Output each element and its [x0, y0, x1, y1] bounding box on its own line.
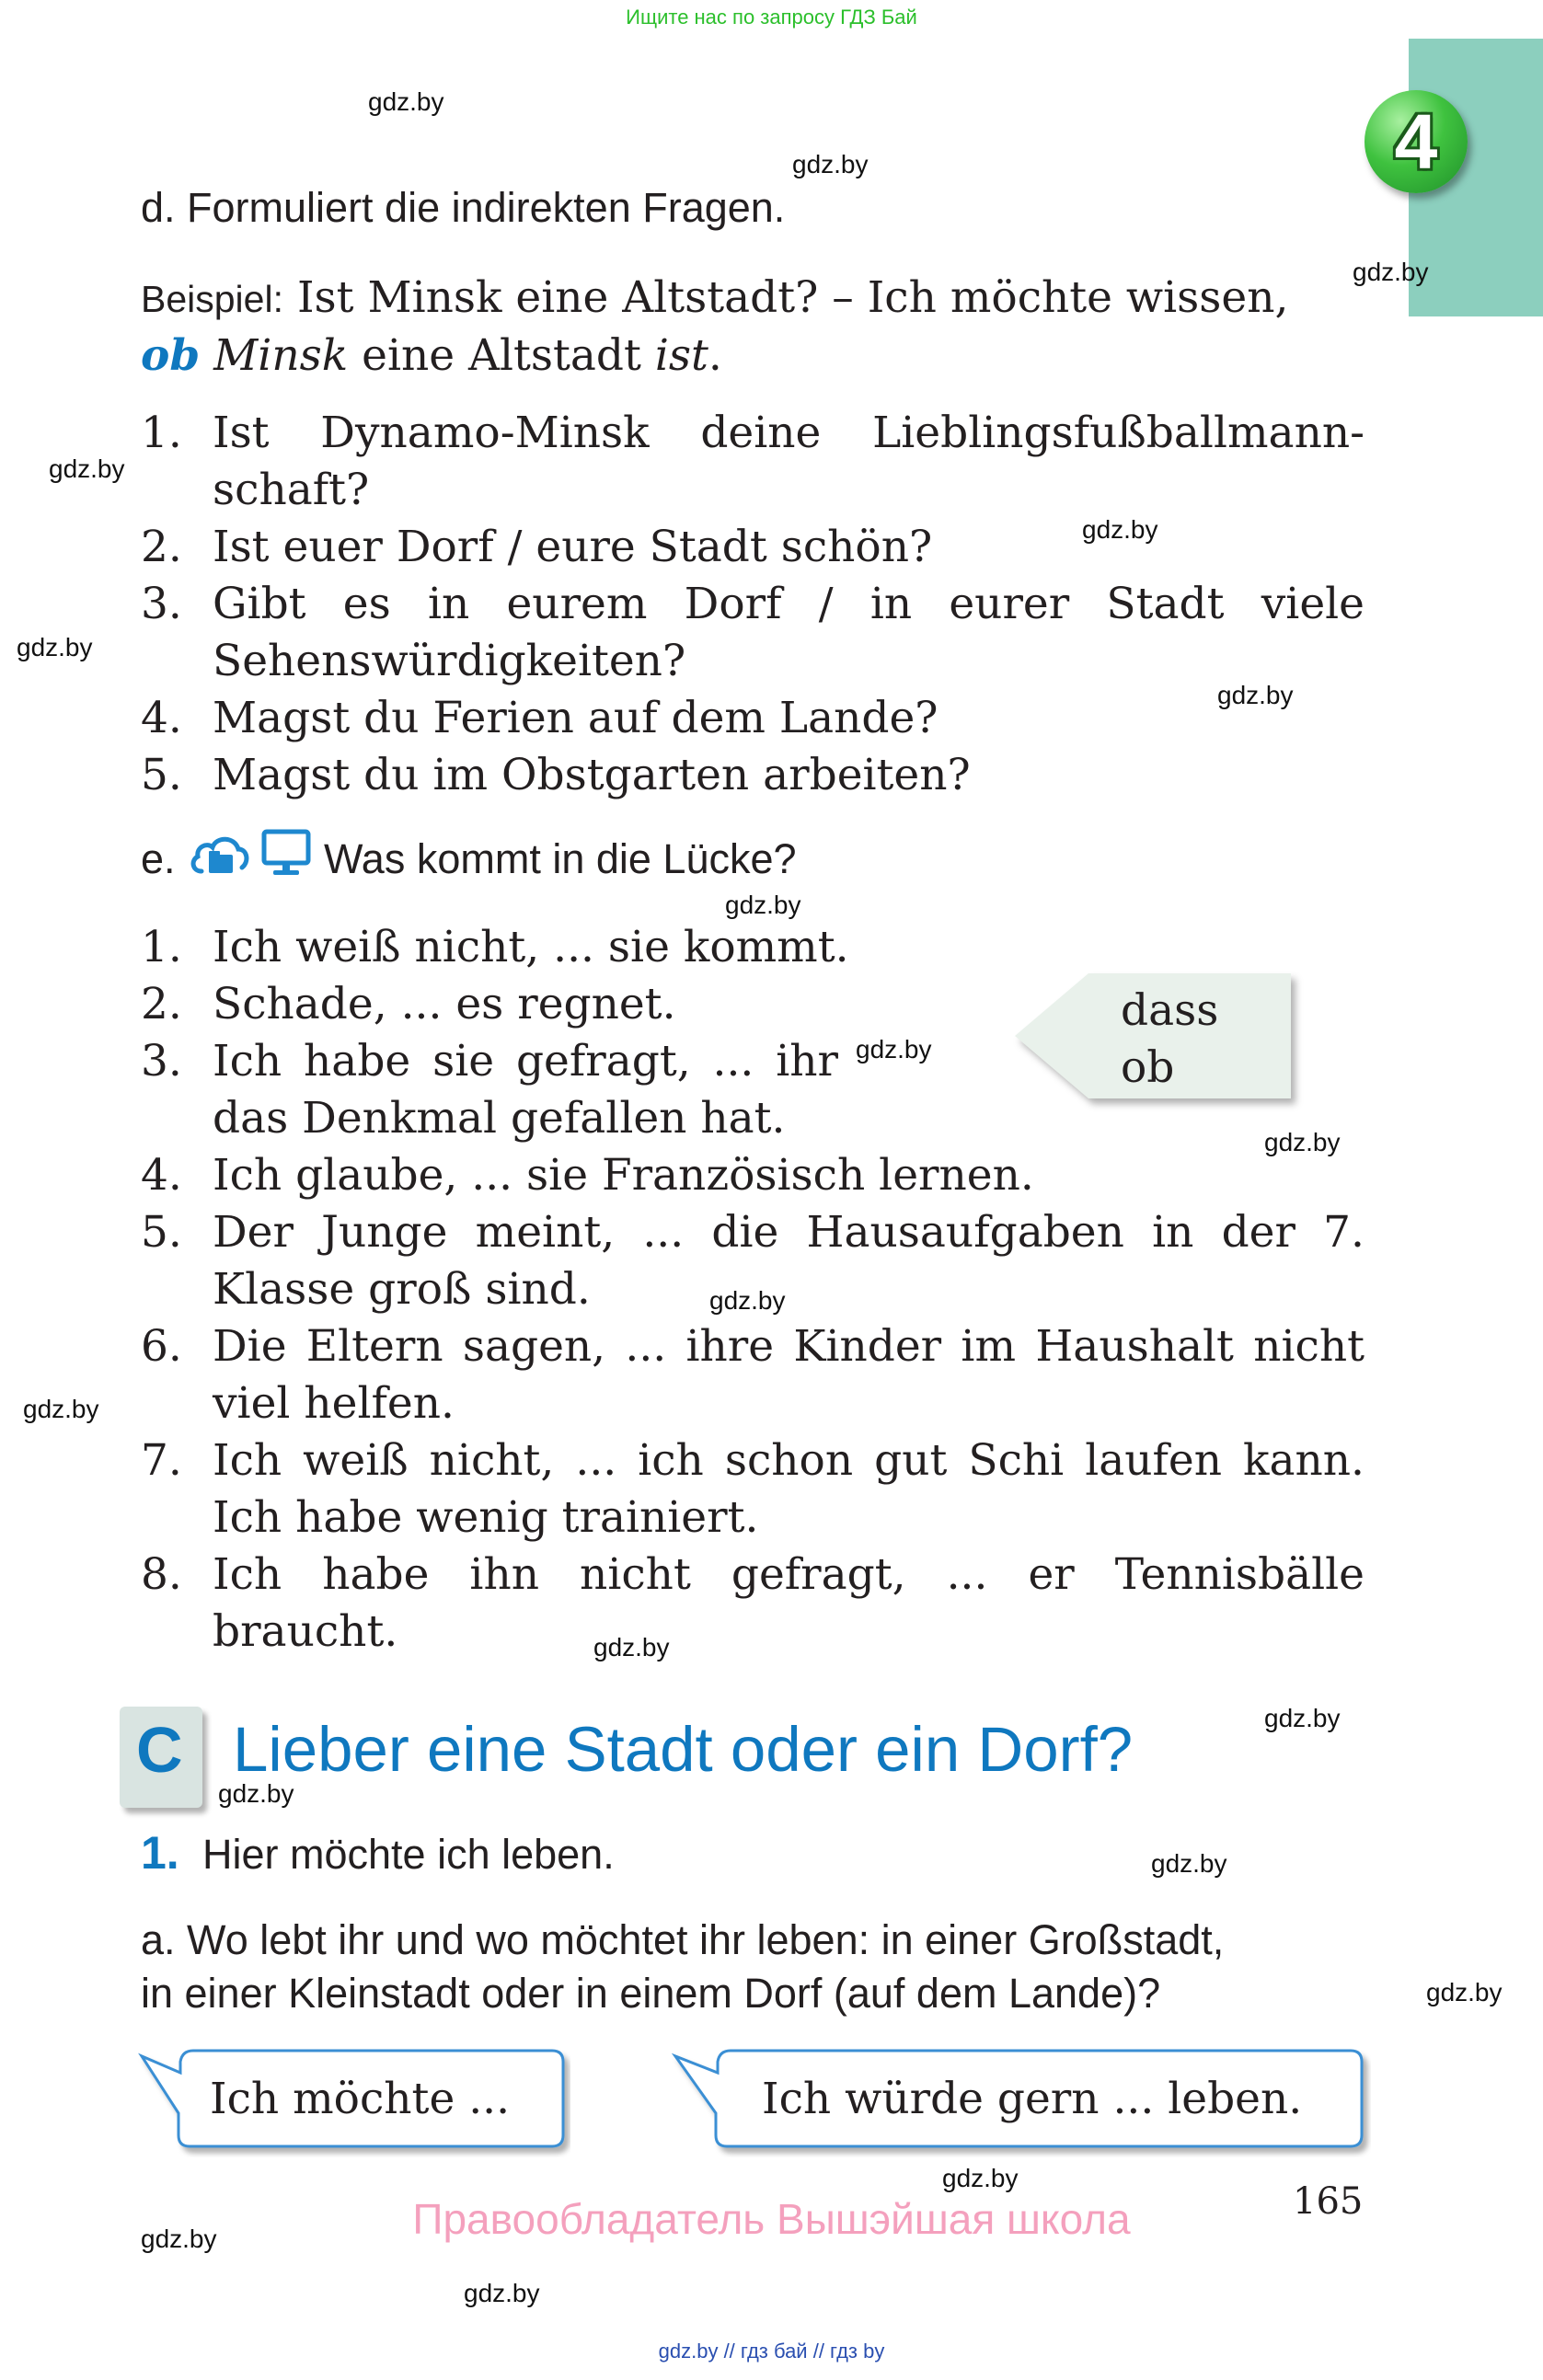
list-item: 8. Ich habe ihn nicht gefragt, ... er Tennisbälle braucht.	[141, 1549, 1365, 1657]
top-search-note: Ищите нас по запросу ГДЗ Бай	[626, 6, 917, 29]
example-label: Beispiel:	[141, 278, 283, 320]
speech-bubble-right-text: Ich würde gern ... leben.	[762, 2074, 1303, 2124]
copyright-notice: Правообладатель Вышэйшая школа	[412, 2195, 1131, 2243]
exercise-1a-text: a. Wo lebt ihr und wo möchtet ihr leben: in einer Großstadt, in einer Kleinstadt oder in einem Dorf (auf dem Lande)?	[141, 1916, 1225, 2017]
watermark: gdz.by	[17, 633, 93, 661]
computer-monitor-icon	[260, 828, 312, 880]
watermark: gdz.by	[1264, 1704, 1341, 1732]
example-minsk: Minsk	[213, 330, 349, 381]
cloud-folder-icon	[189, 831, 251, 879]
watermark: gdz.by	[1264, 1128, 1341, 1156]
watermark: gdz.by	[23, 1395, 99, 1423]
list-item: 3. Ich habe sie gefragt, ... ihr das Denkmal gefallen hat.	[141, 1036, 838, 1144]
section-c-letter: C	[136, 1714, 183, 1786]
list-item: 1. Ich weiß nicht, ... sie kommt.	[141, 922, 849, 972]
example-mid: eine Altstadt	[348, 330, 655, 381]
example-line1: Ist Minsk eine Altstadt? – Ich möchte wissen,	[296, 272, 1289, 323]
watermark: gdz.by	[464, 2279, 540, 2307]
section-c-title: Lieber eine Stadt oder ein Dorf?	[233, 1714, 1134, 1785]
list-item: 7. Ich weiß nicht, ... ich schon gut Schi laufen kann. Ich habe wenig trainiert.	[141, 1435, 1365, 1543]
chapter-number: 4	[1394, 98, 1438, 185]
watermark: gdz.by	[942, 2164, 1019, 2192]
list-item: 5. Der Junge meint, ... die Hausaufgaben in der 7. Klasse groß sind.	[141, 1207, 1365, 1315]
watermark: gdz.by	[725, 891, 801, 919]
exercise-e-heading: Was kommt in die Lücke?	[324, 835, 797, 882]
exercise-1-number: 1.	[141, 1827, 179, 1879]
list-item: 6. Die Eltern sagen, ... ihre Kinder im Haushalt nicht viel helfen.	[141, 1321, 1365, 1429]
exercise-1-title: Hier möchte ich leben.	[202, 1831, 615, 1878]
exercise-d-heading: d. Formuliert die indirekten Fragen.	[141, 184, 786, 231]
chapter-badge	[1365, 90, 1468, 193]
list-item: 5. Magst du im Obstgarten arbeiten?	[141, 750, 971, 800]
example-end: .	[708, 330, 722, 381]
watermark: gdz.by	[1426, 1978, 1503, 2006]
list-item: 1. Ist Dynamo-Minsk deine Lieblingsfußballmann-schaft?	[141, 408, 1365, 515]
watermark: gdz.by	[709, 1286, 786, 1315]
watermark: gdz.by	[792, 150, 869, 178]
list-item: 4. Ich glaube, ... sie Französisch lernen.	[141, 1150, 1034, 1201]
speech-bubble-left-text: Ich möchte ...	[210, 2074, 511, 2124]
example-block	[141, 270, 1374, 385]
list-item: 3. Gibt es in eurem Dorf / in eurer Stadt viele Sehenswürdigkeiten?	[141, 579, 1365, 686]
watermark: gdz.by	[218, 1779, 294, 1808]
example-ist: ist	[654, 330, 708, 381]
watermark: gdz.by	[1082, 515, 1158, 544]
page-number: 165	[1293, 2180, 1364, 2223]
watermark: gdz.by	[49, 454, 125, 483]
exercise-e-label: e.	[141, 835, 176, 882]
watermark: gdz.by	[593, 1633, 670, 1661]
watermark: gdz.by	[1353, 258, 1429, 286]
hint-word: ob	[1121, 1042, 1175, 1093]
watermark: gdz.by	[856, 1035, 932, 1064]
hint-word: dass	[1121, 985, 1219, 1036]
watermark: gdz.by	[1151, 1849, 1227, 1878]
list-item: 2. Ist euer Dorf / eure Stadt schön?	[141, 522, 933, 572]
example-ob: ob	[141, 330, 201, 381]
list-item: 4. Magst du Ferien auf dem Lande?	[141, 693, 938, 743]
watermark: gdz.by	[141, 2225, 217, 2253]
bottom-links[interactable]: gdz.by // гдз бай // гдз by	[658, 2340, 885, 2363]
watermark: gdz.by	[368, 87, 444, 116]
list-item: 2. Schade, ... es regnet.	[141, 979, 676, 1029]
watermark: gdz.by	[1217, 681, 1294, 709]
